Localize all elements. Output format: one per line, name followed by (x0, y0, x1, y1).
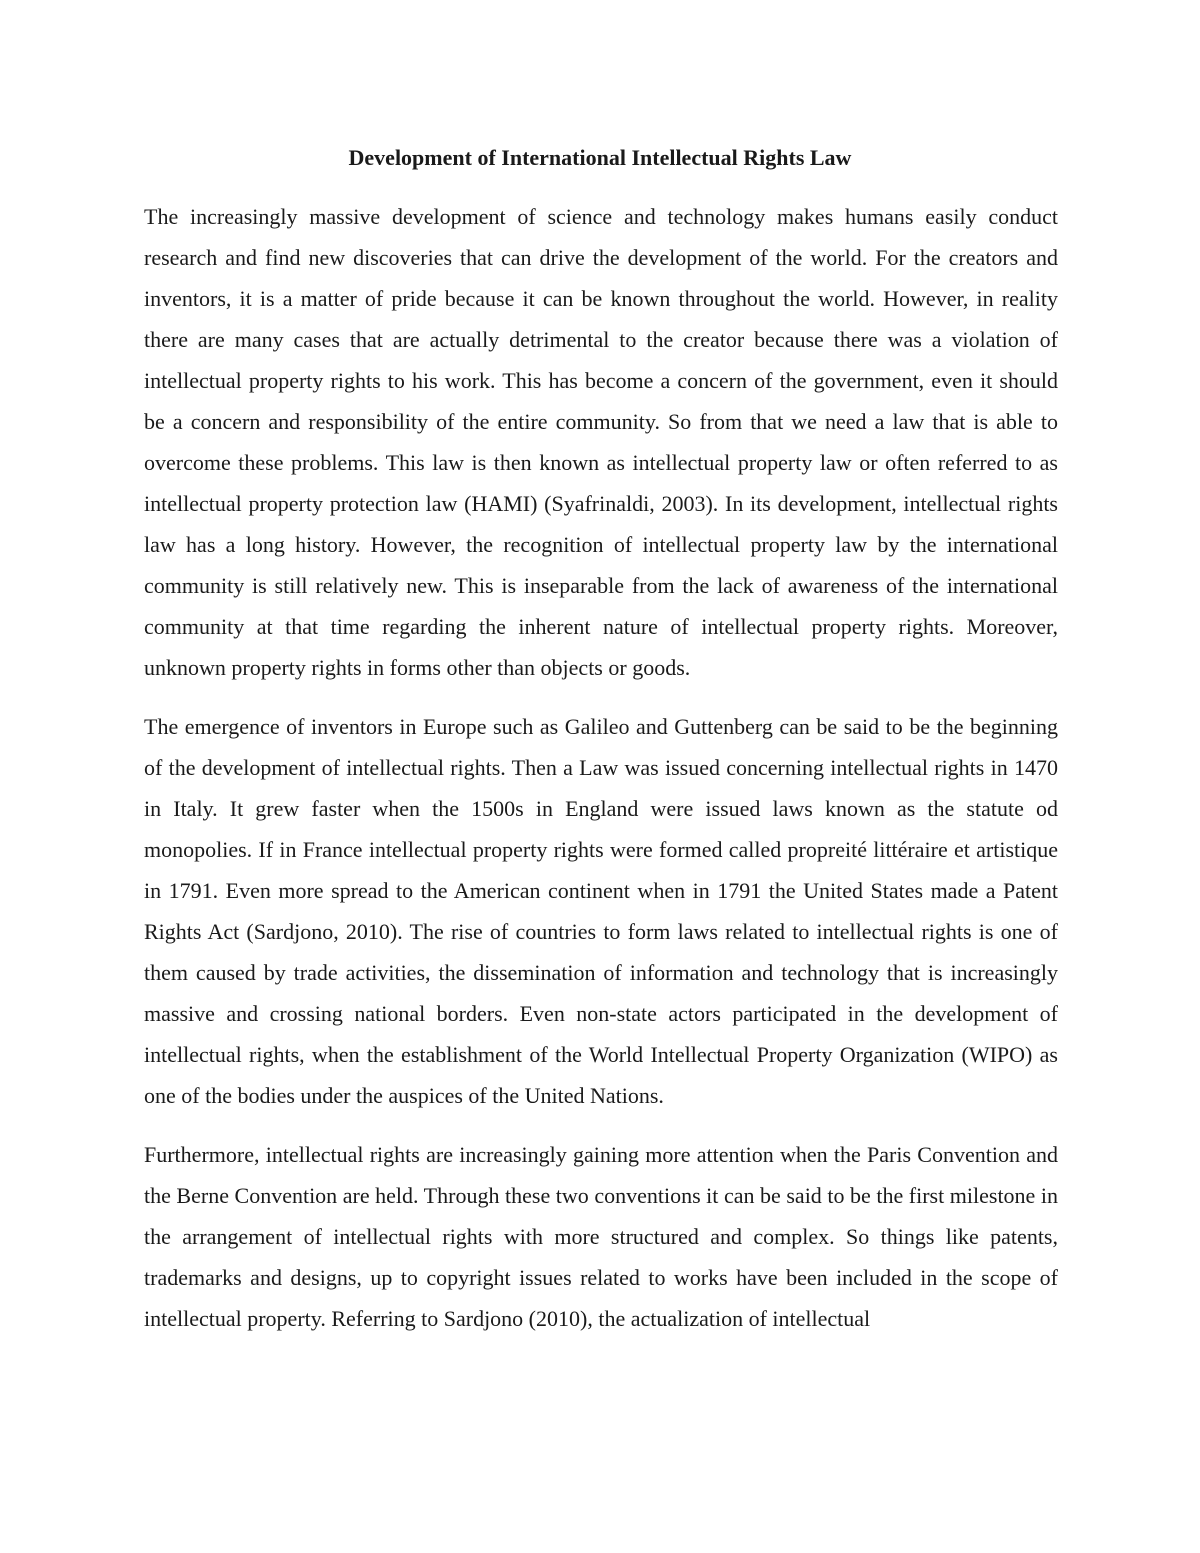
paragraph-3: Furthermore, intellectual rights are increasingly gaining more attention when the Paris Convention and the Berne Convention are held. Through these two conventions it can be said to be the first milestone in the arrangement of intellectual rights with more structured and complex. So things like patents, trademarks and designs, up to copyright issues related to works have been included in the scope of intellectual property. Referring to Sardjono (2010), the actualization of intellectual (144, 1142, 1058, 1331)
paragraph-1: The increasingly massive development of science and technology makes humans easily conduct research and find new discoveries that can drive the development of the world. For the creators and inventors, it is a matter of pride because it can be known throughout the world. However, in reality there are many cases that are actually detrimental to the creator because there was a violation of intellectual property rights to his work. This has become a concern of the government, even it should be a concern and responsibility of the entire community. So from that we need a law that is able to overcome these problems. This law is then known as intellectual property law or often referred to as intellectual property protection law (HAMI) (Syafrinaldi, 2003). In its development, intellectual rights law has a long history. However, the recognition of intellectual property law by the international community is still relatively new. This is inseparable from the lack of awareness of the international community at that time regarding the inherent nature of intellectual property rights. Moreover, unknown property rights in forms other than objects or goods. (144, 204, 1058, 680)
document-title: Development of International Intellectual Rights Law (348, 145, 852, 170)
document-body (144, 196, 1058, 1357)
paragraph-2: The emergence of inventors in Europe such as Galileo and Guttenberg can be said to be the beginning of the development of intellectual rights. Then a Law was issued concerning intellectual rights in 1470 in Italy. It grew faster when the 1500s in England were issued laws known as the statute od monopolies. If in France intellectual property rights were formed called propreité littéraire et artistique in 1791. Even more spread to the American continent when in 1791 the United States made a Patent Rights Act (Sardjono, 2010). The rise of countries to form laws related to intellectual rights is one of them caused by trade activities, the dissemination of information and technology that is increasingly massive and crossing national borders. Even non-state actors participated in the development of intellectual rights, when the establishment of the World Intellectual Property Organization (WIPO) as one of the bodies under the auspices of the United Nations. (144, 714, 1058, 1108)
